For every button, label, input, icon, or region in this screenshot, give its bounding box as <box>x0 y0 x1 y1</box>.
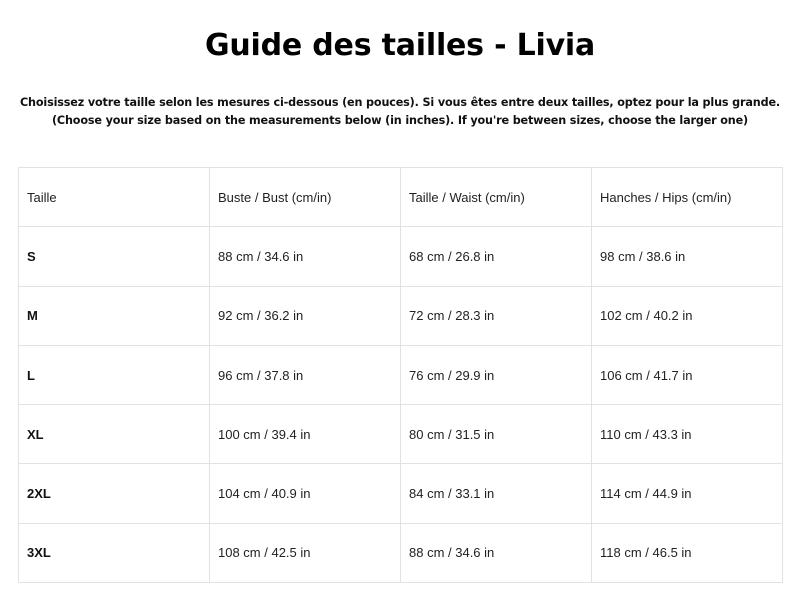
size-label: L <box>19 345 210 404</box>
size-label: XL <box>19 405 210 464</box>
header-hips: Hanches / Hips (cm/in) <box>592 168 783 227</box>
header-bust: Buste / Bust (cm/in) <box>210 168 401 227</box>
hips-value: 110 cm / 43.3 in <box>592 405 783 464</box>
size-label: 3XL <box>19 523 210 582</box>
bust-value: 104 cm / 40.9 in <box>210 464 401 523</box>
bust-value: 88 cm / 34.6 in <box>210 227 401 286</box>
table-row <box>19 405 783 464</box>
hips-value: 114 cm / 44.9 in <box>592 464 783 523</box>
bust-value: 100 cm / 39.4 in <box>210 405 401 464</box>
hips-value: 98 cm / 38.6 in <box>592 227 783 286</box>
waist-value: 80 cm / 31.5 in <box>401 405 592 464</box>
bust-value: 96 cm / 37.8 in <box>210 345 401 404</box>
hips-value: 106 cm / 41.7 in <box>592 345 783 404</box>
table-row <box>19 227 783 286</box>
waist-value: 76 cm / 29.9 in <box>401 345 592 404</box>
size-label: M <box>19 286 210 345</box>
header-waist: Taille / Waist (cm/in) <box>401 168 592 227</box>
size-chart-table <box>18 167 783 583</box>
waist-value: 88 cm / 34.6 in <box>401 523 592 582</box>
table-row <box>19 286 783 345</box>
size-label: 2XL <box>19 464 210 523</box>
bust-value: 108 cm / 42.5 in <box>210 523 401 582</box>
hips-value: 118 cm / 46.5 in <box>592 523 783 582</box>
table-row <box>19 345 783 404</box>
waist-value: 72 cm / 28.3 in <box>401 286 592 345</box>
table-header-row <box>19 168 783 227</box>
page-title: Guide des tailles - Livia <box>204 28 596 63</box>
waist-value: 68 cm / 26.8 in <box>401 227 592 286</box>
subtitle-french: Choisissez votre taille selon les mesures ci-dessous (en pouces). Si vous êtes entre deux tailles, optez pour la plus grande. <box>19 96 781 109</box>
size-label: S <box>19 227 210 286</box>
waist-value: 84 cm / 33.1 in <box>401 464 592 523</box>
table-row <box>19 464 783 523</box>
hips-value: 102 cm / 40.2 in <box>592 286 783 345</box>
bust-value: 92 cm / 36.2 in <box>210 286 401 345</box>
header-size: Taille <box>19 168 210 227</box>
subtitle-english: (Choose your size based on the measurements below (in inches). If you're between sizes, choose the larger one) <box>51 114 749 127</box>
table-row <box>19 523 783 582</box>
